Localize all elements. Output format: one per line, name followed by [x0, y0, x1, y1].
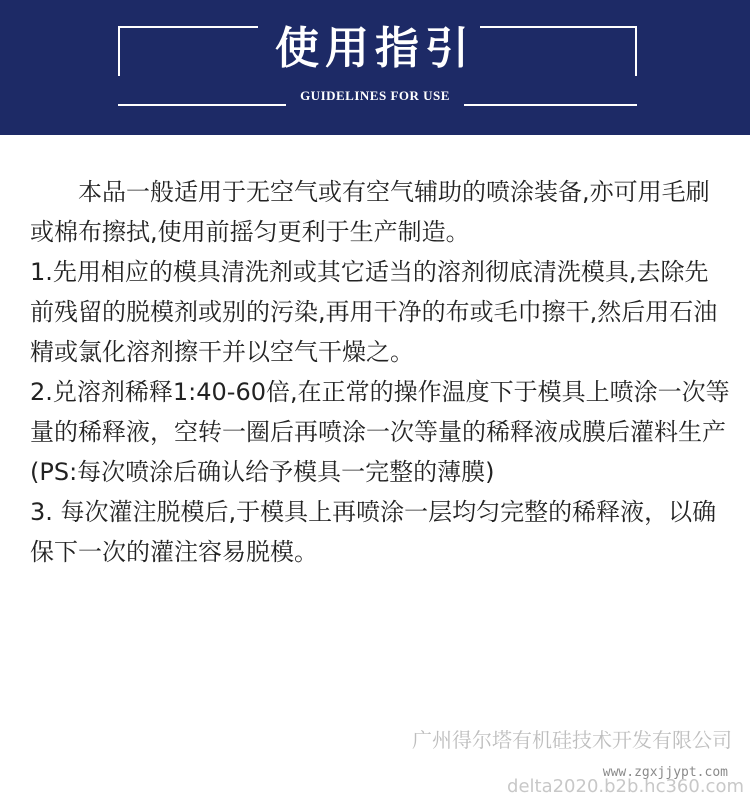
- step-1-paragraph: 1.先用相应的模具清洗剂或其它适当的溶剂彻底清洗模具,去除先前残留的脱模剂或别的污染,再用干净的布或毛巾擦干,然后用石油精或氯化溶剂擦干并以空气干燥之。: [30, 258, 718, 366]
- page-title: 使用指引: [275, 23, 475, 74]
- company-watermark: 广州得尔塔有机硅技术开发有限公司: [412, 728, 732, 752]
- intro-paragraph: 本品一般适用于无空气或有空气辅助的喷涂装备,亦可用毛刷或棉布擦拭,使用前摇匀更利于生产制造。: [30, 178, 710, 246]
- site-watermark: www.zgxjjypt.com: [602, 765, 728, 780]
- step-2-paragraph: 2.兑溶剂稀释1:40-60倍,在正常的操作温度下于模具上喷涂一次等量的稀释液，空转一圈后再喷涂一次等量的稀释液成膜后灌料生产(PS:每次喷涂后确认给予模具一完整的薄膜): [30, 378, 730, 486]
- step-3-paragraph: 3. 每次灌注脱模后,于模具上再喷涂一层均匀完整的稀释液，以确保下一次的灌注容易脱模。: [30, 498, 717, 566]
- page-subtitle: GUIDELINES FOR USE: [300, 88, 450, 103]
- domain-watermark: delta2020.b2b.hc360.com: [507, 776, 744, 797]
- header-banner: [0, 0, 750, 135]
- usage-instructions: [30, 172, 730, 572]
